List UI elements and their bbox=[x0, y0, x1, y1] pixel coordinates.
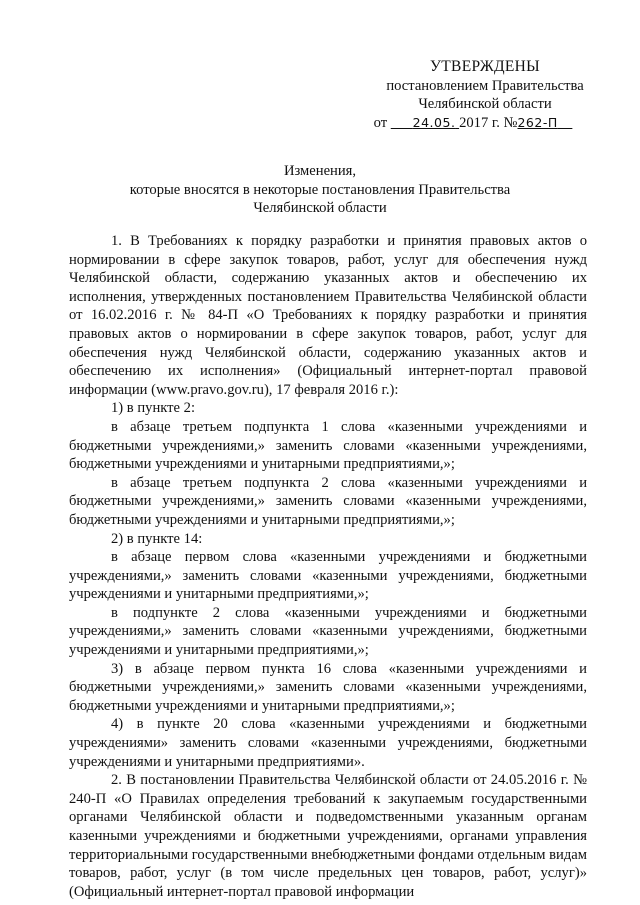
approval-date-row bbox=[348, 114, 598, 133]
paragraph: в подпункте 2 слова «казенными учреждениями и бюджетными учреждениями,» заменить словами «казенными учреждениями, бюджетными учреждениями и унитарными предприятиями,»; bbox=[69, 604, 587, 659]
paragraph: 4) в пункте 20 слова «казенными учреждениями и бюджетными учреждениями» заменить словами «казенными учреждениями, бюджетными учреждениями и унитарными предприятиями». bbox=[69, 716, 587, 770]
paragraph: 2. В постановлении Правительства Челябинской области от 24.05.2016 г. № 240-П «О Правилах определения требований к закупаемым государственными органами Челябинской области и подведомственными указанным органам казенными учреждениями и бюджетными учреждениями, органами управления территориальными государственными внебюджетными фондами отдельным видам товаров, работ, услуг (в том числе предельных цен товаров, работ, услуг)» (Официальный интернет-портал правовой информации bbox=[69, 772, 587, 900]
heading-line-1: Изменения, bbox=[283, 163, 357, 179]
paragraph: в абзаце первом слова «казенными учреждениями и бюджетными учреждениями,» заменить словами «казенными учреждениями, бюджетными учреждениями и унитарными предприятиями,»; bbox=[69, 549, 587, 603]
paragraph: 2) в пункте 14: bbox=[111, 530, 203, 547]
paragraph: 1) в пункте 2: bbox=[111, 400, 196, 417]
paragraph: в абзаце третьем подпункта 2 слова «казенными учреждениями и бюджетными учреждениями,» заменить словами «казенными учреждениями, бюджетными учреждениями и унитарными предприятиями,»; bbox=[69, 474, 587, 528]
approval-title: УТВЕРЖДЕНЫ bbox=[430, 58, 540, 75]
date-field bbox=[391, 115, 459, 131]
date-value: 24.05. bbox=[412, 114, 456, 130]
year-number-text: 2017 г. № bbox=[459, 114, 518, 131]
number-field bbox=[517, 115, 572, 131]
document-heading bbox=[40, 162, 600, 218]
date-prefix: от bbox=[373, 114, 388, 131]
approval-line-1: постановлением Правительства bbox=[386, 77, 584, 94]
paragraph: 1. В Требованиях к порядку разработки и принятия правовых актов о нормировании в сфере закупок товаров, работ, услуг для обеспечения нужд Челябинской области, содержанию указанных актов и обеспечению их исполнения, утвержденных постановлением Правительства Челябинской области от 16.02.2016 г. № 84-П «О Требованиях к порядку разработки и принятия правовых актов о нормировании в сфере закупок товаров, работ, услуг для обеспечения нужд Челябинской области, содержанию указанных актов и обеспечению их исполнения» (Официальный интернет-портал правовой информации (www.pravo.gov.ru), 17 февраля 2016 г.): bbox=[69, 233, 587, 398]
approval-stamp bbox=[360, 58, 610, 132]
heading-line-3: Челябинской области bbox=[253, 200, 387, 216]
paragraph: в абзаце третьем подпункта 1 слова «казенными учреждениями и бюджетными учреждениями,» заменить словами «казенными учреждениями, бюджетными учреждениями и унитарными предприятиями,»; bbox=[69, 418, 587, 473]
paragraph: 3) в абзаце первом пункта 16 слова «казенными учреждениями и бюджетными учреждениями,» заменить словами «казенными учреждениями, бюджетными учреждениями и унитарными предприятиями,»; bbox=[69, 660, 587, 714]
document-body bbox=[69, 232, 587, 901]
heading-line-2: которые вносятся в некоторые постановления Правительства bbox=[129, 181, 511, 198]
number-value: 262-П bbox=[517, 114, 558, 130]
approval-line-2: Челябинской области bbox=[418, 96, 552, 112]
